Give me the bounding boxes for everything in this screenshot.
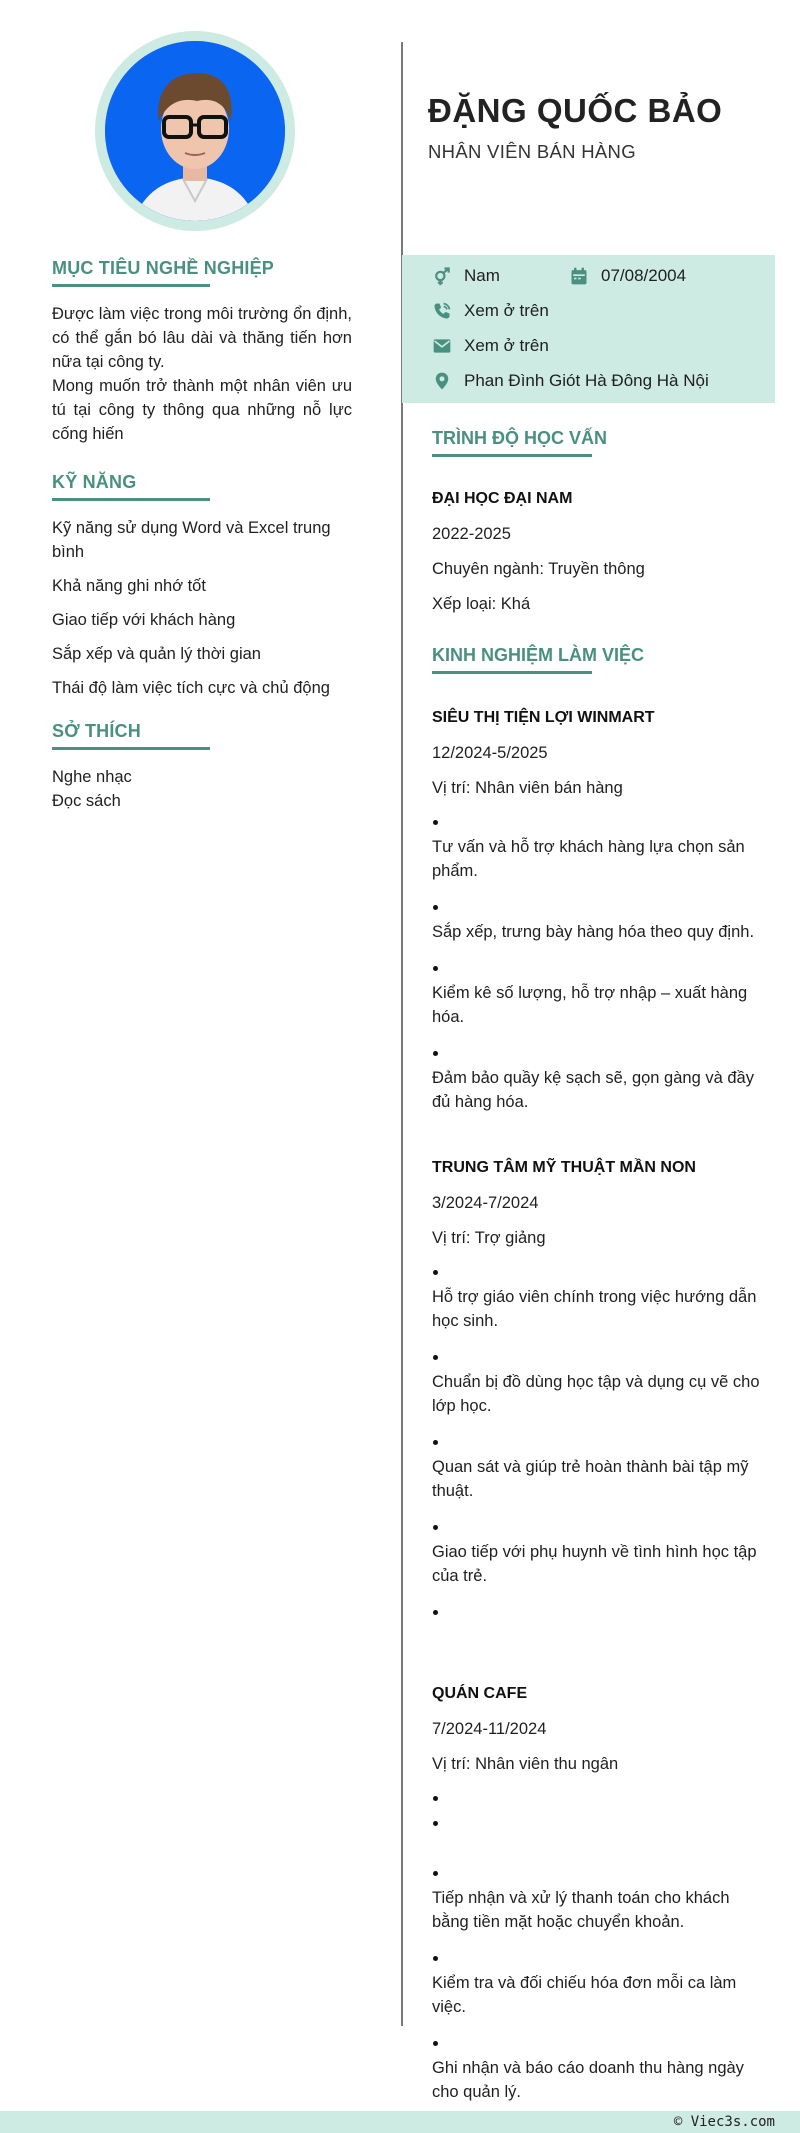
- gender-icon: [432, 266, 452, 286]
- objective-underline: [52, 284, 210, 287]
- bullet-dot: [433, 1355, 438, 1360]
- school-name: ĐẠI HỌC ĐẠI NAM: [432, 490, 573, 507]
- bullet-item: [432, 905, 762, 944]
- bullet-dot: [433, 820, 438, 825]
- bullet-text: Sắp xếp, trưng bày hàng hóa theo quy định.: [432, 923, 755, 941]
- bullet-dot: [433, 1796, 438, 1801]
- bullet-dot: [433, 1270, 438, 1275]
- bullet-text: Hỗ trợ giáo viên chính trong việc hướng dẫn học sinh.: [432, 1288, 757, 1330]
- bullet-item: [432, 966, 762, 1029]
- phone-row: [432, 301, 549, 321]
- objective-paragraph-1: Được làm việc trong môi trường ổn định, có thể gắn bó lâu dài và thăng tiến hơn nữa tại công ty.: [52, 305, 352, 371]
- job-position: Vị trí: Nhân viên thu ngân: [432, 1755, 619, 1773]
- address-value: Phan Đình Giót Hà Đông Hà Nội: [464, 371, 709, 390]
- dob-row: [569, 266, 686, 286]
- company-name: SIÊU THỊ TIỆN LỢI WINMART: [432, 709, 655, 726]
- calendar-icon: [569, 266, 589, 286]
- address-row: [432, 371, 709, 391]
- hobbies-underline: [52, 747, 210, 750]
- education-title: TRÌNH ĐỘ HỌC VẤN: [432, 428, 607, 448]
- avatar: [105, 41, 285, 221]
- bullet-dot: [433, 1821, 438, 1826]
- bullet-item: [432, 1270, 762, 1333]
- skill-item: Sắp xếp và quản lý thời gian: [52, 645, 261, 663]
- bullet-dot: [433, 2041, 438, 2046]
- footer-credit: © Viec3s.com: [673, 2114, 775, 2130]
- education-major: Chuyên ngành: Truyền thông: [432, 560, 645, 578]
- bullet-dot: [433, 966, 438, 971]
- bullet-dot: [433, 1051, 438, 1056]
- email-value: Xem ở trên: [464, 336, 549, 355]
- job-entry: [432, 709, 762, 1114]
- job-entry: [432, 1159, 762, 1615]
- bullet-text: Kiểm tra và đối chiếu hóa đơn mỗi ca làm việc.: [432, 1974, 737, 2016]
- bullet-dot: [433, 1610, 438, 1615]
- job-period: 7/2024-11/2024: [432, 1720, 547, 1738]
- bullet-dot: [433, 1525, 438, 1530]
- job-position: Vị trí: Nhân viên bán hàng: [432, 779, 623, 797]
- experience-underline: [432, 671, 592, 674]
- objective-title: MỤC TIÊU NGHỀ NGHIỆP: [52, 258, 275, 278]
- bullet-item: [432, 1610, 762, 1615]
- bullet-text: Chuẩn bị đồ dùng học tập và dụng cụ vẽ cho lớp học.: [432, 1373, 760, 1415]
- company-name: QUÁN CAFE: [432, 1685, 528, 1702]
- gender-row: [432, 266, 500, 286]
- bullet-dot: [433, 1440, 438, 1445]
- education-period: 2022-2025: [432, 525, 511, 543]
- skills-section: [52, 472, 352, 710]
- contact-panel: [402, 255, 775, 403]
- bullet-item: [432, 820, 762, 883]
- phone-icon: [432, 301, 452, 321]
- bullet-text: Ghi nhận và báo cáo doanh thu hàng ngày cho quản lý.: [432, 2059, 744, 2101]
- portrait-photo: [105, 41, 285, 221]
- avatar-frame: [95, 31, 295, 231]
- skill-item: Khả năng ghi nhớ tốt: [52, 577, 206, 595]
- bullet-text: Tư vấn và hỗ trợ khách hàng lựa chọn sản phẩm.: [432, 838, 745, 880]
- location-icon: [432, 371, 452, 391]
- bullet-item: [432, 1051, 762, 1114]
- bullet-text: Giao tiếp với phụ huynh về tình hình học tập của trẻ.: [432, 1543, 757, 1585]
- education-rank: Xếp loại: Khá: [432, 595, 531, 613]
- skill-item: Giao tiếp với khách hàng: [52, 611, 236, 629]
- hobby-item: Đọc sách: [52, 792, 121, 810]
- education-underline: [432, 454, 592, 457]
- gender-value: Nam: [464, 266, 500, 285]
- company-name: TRUNG TÂM MỸ THUẬT MẦN NON: [432, 1159, 696, 1176]
- job-period: 3/2024-7/2024: [432, 1194, 539, 1212]
- skills-title: KỸ NĂNG: [52, 472, 137, 492]
- bullet-item: [432, 1871, 762, 1934]
- objective-section: [52, 258, 352, 446]
- bullet-dot: [433, 905, 438, 910]
- bullet-text: Tiếp nhận và xử lý thanh toán cho khách bằng tiền mặt hoặc chuyển khoản.: [432, 1889, 730, 1931]
- skill-item: Thái độ làm việc tích cực và chủ động: [52, 679, 330, 697]
- skills-underline: [52, 498, 210, 501]
- bullet-text: Đảm bảo quầy kệ sạch sẽ, gọn gàng và đầy đủ hàng hóa.: [432, 1069, 754, 1111]
- job-period: 12/2024-5/2025: [432, 744, 548, 762]
- bullet-item: [432, 1796, 762, 1801]
- bullet-item: [432, 1525, 762, 1588]
- bullet-dot: [433, 1871, 438, 1876]
- bullet-item: [432, 1821, 762, 1826]
- job-entry: [432, 1685, 762, 2104]
- objective-paragraph-2: Mong muốn trở thành một nhân viên ưu tú tại công ty thông qua những nỗ lực cống hiến: [52, 377, 352, 443]
- hobbies-section: [52, 721, 352, 813]
- bullet-item: [432, 1355, 762, 1418]
- bullet-item: [432, 1956, 762, 2019]
- footer-bar: [0, 2111, 800, 2133]
- bullet-text: Kiểm kê số lượng, hỗ trợ nhập – xuất hàng hóa.: [432, 984, 748, 1026]
- bullet-item: [432, 2041, 762, 2104]
- email-row: [432, 336, 549, 356]
- dob-value: 07/08/2004: [601, 266, 687, 285]
- email-icon: [432, 336, 452, 356]
- bullet-item: [432, 1440, 762, 1503]
- candidate-name: ĐẶNG QUỐC BẢO: [428, 92, 723, 129]
- education-section: [432, 428, 762, 616]
- experience-section: [432, 645, 762, 2104]
- bullet-text: Quan sát và giúp trẻ hoàn thành bài tập mỹ thuật.: [432, 1458, 749, 1500]
- hobbies-title: SỞ THÍCH: [52, 721, 141, 741]
- hobby-item: Nghe nhạc: [52, 768, 132, 786]
- experience-title: KINH NGHIỆM LÀM VIỆC: [432, 645, 645, 665]
- skill-item: Kỹ năng sử dụng Word và Excel trung bình: [52, 519, 331, 561]
- job-title: NHÂN VIÊN BÁN HÀNG: [428, 141, 636, 162]
- job-position: Vị trí: Trợ giảng: [432, 1229, 546, 1247]
- phone-value: Xem ở trên: [464, 301, 549, 320]
- bullet-dot: [433, 1956, 438, 1961]
